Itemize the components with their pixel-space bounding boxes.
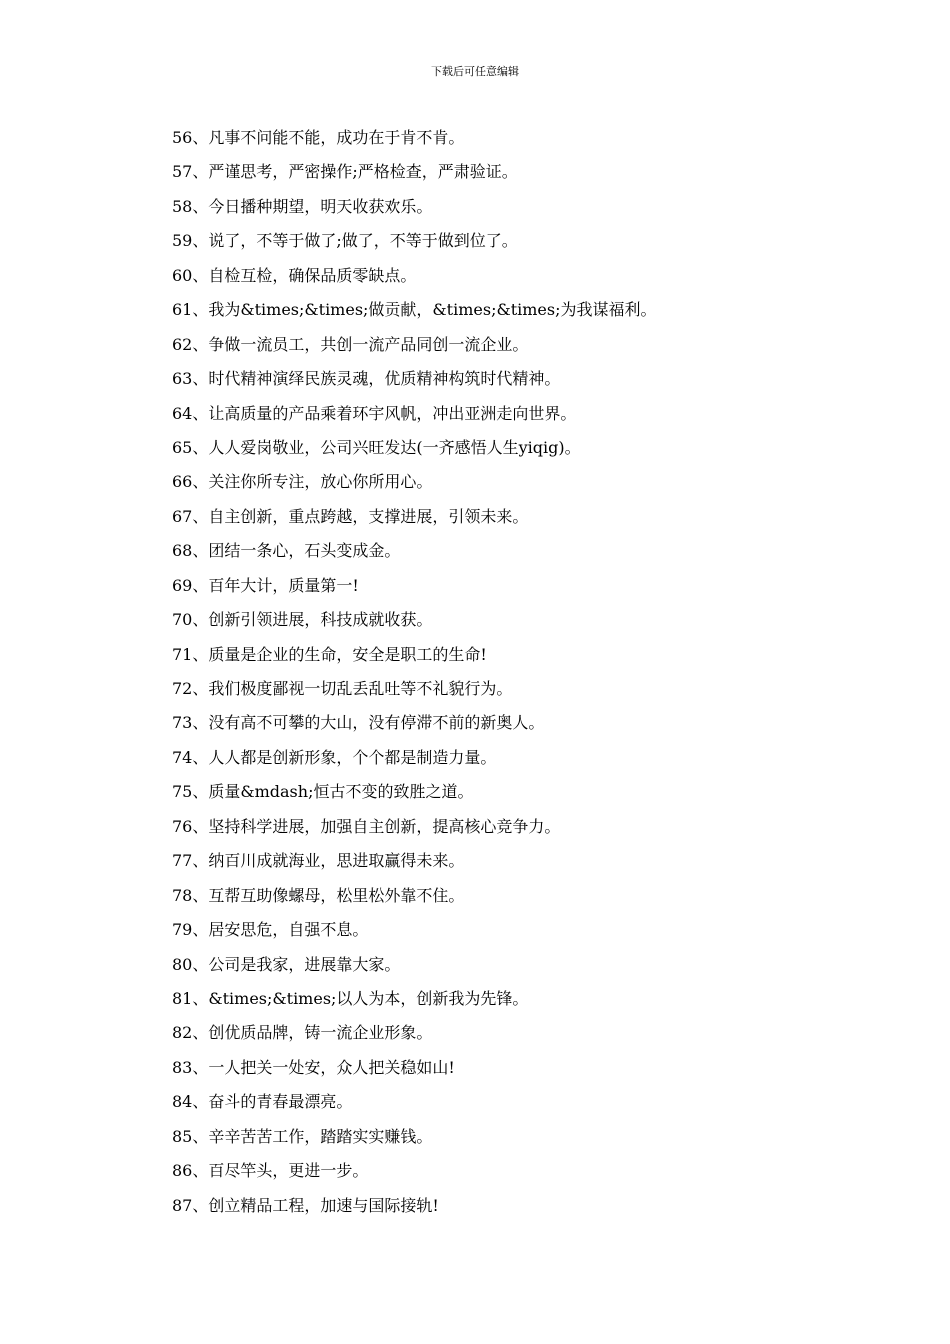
list-item: 70、创新引领进展，科技成就收获。 — [172, 610, 433, 630]
list-item: 78、互帮互助像螺母，松里松外靠不住。 — [172, 885, 465, 905]
list-item: 87、创立精品工程，加速与国际接轨! — [172, 1195, 439, 1215]
page-header: 下载后可任意编辑 — [431, 65, 519, 78]
list-item: 76、坚持科学进展，加强自主创新，提高核心竞争力。 — [172, 816, 561, 836]
list-item: 79、居安思危，自强不息。 — [172, 920, 369, 940]
list-item: 68、团结一条心，石头变成金。 — [172, 541, 401, 561]
list-item: 80、公司是我家，进展靠大家。 — [172, 954, 401, 974]
list-item: 57、严谨思考，严密操作;严格检查，严肃验证。 — [172, 162, 518, 182]
list-item: 56、凡事不问能不能，成功在于肯不肯。 — [172, 128, 465, 147]
list-item: 77、纳百川成就海业，思进取赢得未来。 — [172, 851, 465, 871]
list-item: 64、让高质量的产品乘着环宇风帆，冲出亚洲走向世界。 — [172, 403, 577, 423]
list-item: 85、辛辛苦苦工作，踏踏实实赚钱。 — [172, 1126, 433, 1146]
list-item: 61、我为&times;&times;做贡献，&times;&times;为我谋福利。 — [172, 300, 657, 320]
list-item: 74、人人都是创新形象，个个都是制造力量。 — [172, 747, 497, 767]
list-item: 75、质量&mdash;恒古不变的致胜之道。 — [172, 782, 474, 802]
list-item: 72、我们极度鄙视一切乱丢乱吐等不礼貌行为。 — [172, 679, 513, 698]
list-item: 66、关注你所专注，放心你所用心。 — [172, 472, 433, 492]
list-item: 82、创优质品牌，铸一流企业形象。 — [172, 1023, 433, 1043]
list-item: 73、没有高不可攀的大山，没有停滞不前的新奥人。 — [172, 713, 545, 733]
list-item: 86、百尽竿头，更进一步。 — [172, 1161, 369, 1181]
list-item: 83、一人把关一处安，众人把关稳如山! — [172, 1057, 455, 1077]
list-item: 71、质量是企业的生命，安全是职工的生命! — [172, 644, 487, 664]
list-item: 67、自主创新，重点跨越，支撑进展，引领未来。 — [172, 506, 529, 526]
list-item: 63、时代精神演绎民族灵魂，优质精神构筑时代精神。 — [172, 369, 561, 389]
list-item: 62、争做一流员工，共创一流产品同创一流企业。 — [172, 334, 529, 354]
list-item: 60、自检互检，确保品质零缺点。 — [172, 265, 417, 285]
list-item: 58、今日播种期望，明天收获欢乐。 — [172, 196, 433, 216]
list-item: 59、说了，不等于做了;做了，不等于做到位了。 — [172, 231, 518, 251]
list-item: 69、百年大计，质量第一! — [172, 575, 359, 595]
slogan-list — [172, 121, 657, 1223]
list-item: 81、&times;&times;以人为本，创新我为先锋。 — [172, 988, 529, 1008]
list-item: 84、奋斗的青春最漂亮。 — [172, 1092, 353, 1112]
list-item: 65、人人爱岗敬业，公司兴旺发达(一齐感悟人生yiqig)。 — [172, 437, 581, 457]
